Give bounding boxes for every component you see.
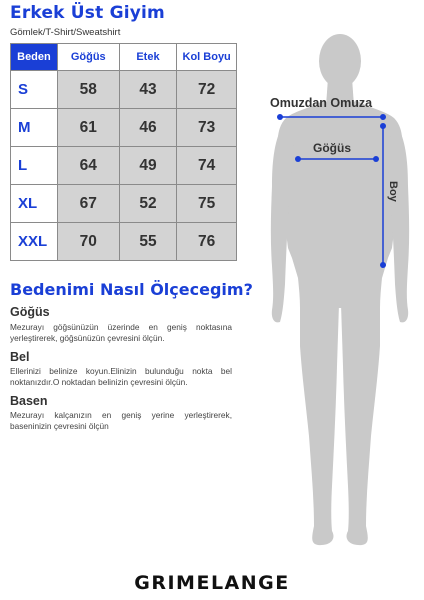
header-chest: Göğüs: [57, 44, 119, 71]
header-size: Beden: [11, 44, 58, 71]
page-title: Erkek Üst Giyim: [10, 3, 165, 23]
chest-value: 70: [57, 223, 119, 261]
table-row: [11, 147, 237, 185]
chest-label: Göğüs: [313, 141, 351, 155]
sleeve-value: 72: [177, 71, 237, 109]
brand-logo: GRIMELANGE: [134, 572, 290, 594]
guide-section-text: Ellerinizi belinize koyun.Elinizin bulunduğu nokta bel noktanızdır.O noktadan belinizin çevresini ölçün.: [10, 366, 232, 387]
hem-value: 55: [119, 223, 177, 261]
guide-section-text: Mezurayı göğsünüzün üzerinde en geniş noktasına yerleştirerek, göğsünüzün çevresini ölçün.: [10, 322, 232, 343]
size-label: S: [11, 71, 58, 109]
sleeve-value: 73: [177, 109, 237, 147]
hem-value: 46: [119, 109, 177, 147]
chest-value: 58: [57, 71, 119, 109]
hem-value: 52: [119, 185, 177, 223]
header-hem: Etek: [119, 44, 177, 71]
hem-value: 43: [119, 71, 177, 109]
table-row: [11, 185, 237, 223]
size-label: XXL: [11, 223, 58, 261]
sleeve-value: 76: [177, 223, 237, 261]
page-subtitle: Gömlek/T-Shirt/Sweatshirt: [10, 27, 121, 38]
header-sleeve: Kol Boyu: [177, 44, 237, 71]
sleeve-value: 74: [177, 147, 237, 185]
chest-value: 61: [57, 109, 119, 147]
table-row: [11, 223, 237, 261]
size-label: XL: [11, 185, 58, 223]
size-label: L: [11, 147, 58, 185]
guide-section-title: Bel: [10, 350, 30, 364]
guide-title: Bedenimi Nasıl Ölçecegim?: [10, 280, 253, 299]
table-row: [11, 71, 237, 109]
size-label: M: [11, 109, 58, 147]
chest-value: 67: [57, 185, 119, 223]
height-label: Boy: [387, 181, 399, 202]
size-table: [10, 43, 237, 261]
guide-section-title: Göğüs: [10, 305, 50, 319]
table-header-row: [11, 44, 237, 71]
guide-section-title: Basen: [10, 394, 48, 408]
body-silhouette-icon: [271, 34, 409, 545]
body-measurement-figure: [262, 26, 417, 561]
table-row: [11, 109, 237, 147]
shoulder-label: Omuzdan Omuza: [270, 96, 373, 110]
guide-section-text: Mezurayı kalçanızın en geniş yerine yerleştirerek, baseninizin çevresini ölçün: [10, 410, 232, 431]
chest-value: 64: [57, 147, 119, 185]
hem-value: 49: [119, 147, 177, 185]
sleeve-value: 75: [177, 185, 237, 223]
